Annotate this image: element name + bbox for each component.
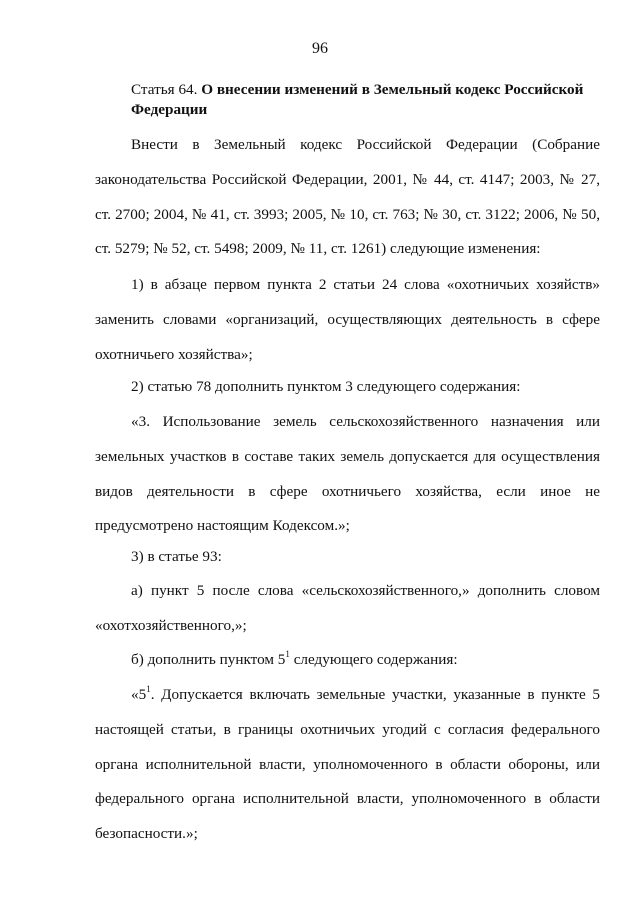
paragraph-item1: 1) в абзаце первом пункта 2 статьи 24 слова «охотничьих хозяйств» заменить словами «организаций, осуществляющих деятельность в сфере охотничьего хозяйства»; (95, 276, 600, 363)
paragraph-intro: Внести в Земельный кодекс Российской Федерации (Собрание законодательства Российской Федерации, 2001, № 44, ст. 4147; 2003, № 27, ст. 2700; 2004, № 41, ст. 3993; 2005, № 10, ст. 763; № 30, ст. 3122; 2006, № 50, ст. 5279; № 52, ст. 5498; 2009, № 11, ст. 1261) следующие изменения: (95, 136, 600, 258)
paragraph-quote3: «3. Использование земель сельскохозяйственного назначения или земельных участков в составе таких земель допускается для осуществления видов деятельности в сфере охотничьего хозяйства, если иное не предусмотрено настоящим Кодексом.»; (95, 413, 600, 535)
quote51-open: «5 (131, 686, 147, 703)
article-heading-line1 (95, 80, 600, 100)
paragraph-item3a: а) пункт 5 после слова «сельскохозяйственного,» дополнить словом «охотхозяйственного,»; (95, 582, 600, 634)
article-heading-line2 (95, 100, 600, 120)
article-title-line1: О внесении изменений в Земельный кодекс Российской (201, 81, 584, 98)
quote51-text: . Допускается включать земельные участки, указанные в пункте 5 настоящей статьи, в границы охотничьих угодий с согласия федерального органа исполнительной власти, уполномоченного в области обороны, или федерального органа исполнительной власти, уполномоченного в области безопасности.»; (95, 686, 600, 843)
page-number: 96 (312, 40, 328, 57)
item3b-text-pre: б) дополнить пунктом 5 (131, 651, 286, 668)
item3b-text-post: следующего содержания: (289, 651, 458, 668)
article-title-line2: Федерации (131, 101, 208, 118)
paragraph-item3: 3) в статье 93: (131, 548, 222, 565)
article-heading (95, 80, 600, 120)
quote51-superscript: 1 (146, 683, 151, 694)
item3b-superscript: 1 (285, 648, 290, 659)
paragraph-item3b (95, 643, 600, 678)
article-label: Статья 64. (131, 81, 198, 98)
paragraph-quote51 (95, 678, 600, 852)
paragraph-item2: 2) статью 78 дополнить пунктом 3 следующего содержания: (131, 378, 521, 395)
